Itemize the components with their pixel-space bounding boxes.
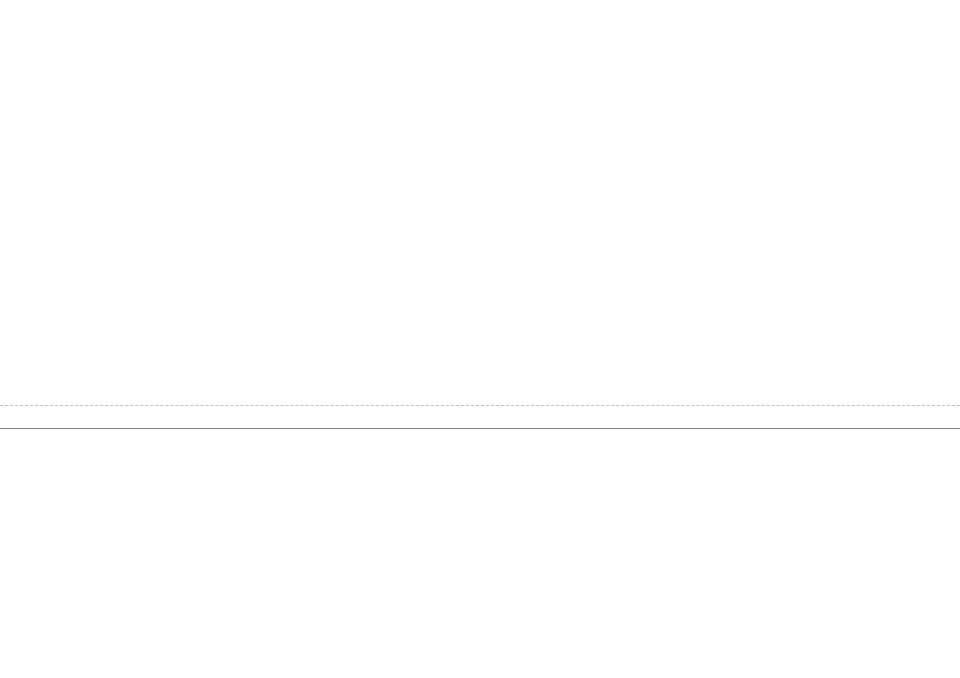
table-header: [0, 446, 960, 462]
divider: [0, 428, 960, 429]
divider: [0, 405, 960, 406]
